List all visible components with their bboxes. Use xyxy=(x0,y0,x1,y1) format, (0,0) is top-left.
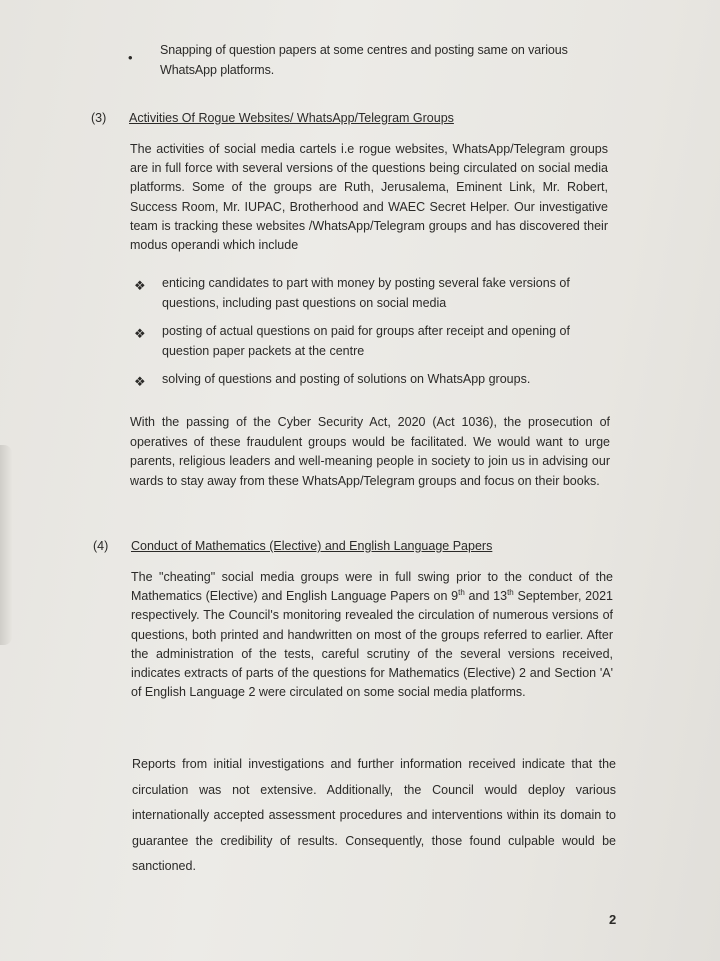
page-edge-shadow xyxy=(0,445,12,645)
section-4-heading xyxy=(93,539,613,559)
section-3-closing: With the passing of the Cyber Security Act, 2020 (Act 1036), the prosecution of operatives of these fraudulent groups would be facilitated. We would want to urge parents, religious leaders and well-meaning people in society to join us in advising our wards to stay away from these WhatsApp/Telegram groups and focus on their books. xyxy=(130,415,610,488)
page-number: 2 xyxy=(609,912,617,927)
bullet-dot-icon: • xyxy=(128,50,133,65)
section-3-bullet-3: solving of questions and posting of solutions on WhatsApp groups. xyxy=(162,372,531,386)
diamond-bullet-icon: ❖ xyxy=(134,326,146,341)
para1-text-b: and 13 xyxy=(464,589,508,604)
para1-superscript-2: th xyxy=(507,588,514,598)
para1-superscript-1: th xyxy=(458,588,465,598)
section-3-bullet-2: posting of actual questions on paid for groups after receipt and opening of question paper packets at the centre xyxy=(162,324,570,358)
section-4-title: Conduct of Mathematics (Elective) and English Language Papers xyxy=(131,539,493,553)
section-3-heading xyxy=(91,111,611,131)
para1-text-c: September, 2021 respectively. The Council's monitoring revealed the circulation of numerous versions of questions, both printed and handwritten on most of the groups referred to earlier. After the administration of the tests, careful scrutiny of the several versions received, indicates extracts of parts of the questions for Mathematics (Elective) 2 and Section 'A' of English Language 2 were circulated on some social media platforms. xyxy=(131,589,613,700)
section-4-paragraph-2: Reports from initial investigations and further information received indicate that the circulation was not extensive. Additionally, the Council would deploy various internationally accepted assessment procedures and interventions within its domain to guarantee the credibility of results. Consequently, those found culpable would be sanctioned. xyxy=(132,757,616,873)
diamond-bullet-icon: ❖ xyxy=(134,278,146,293)
section-3-title: Activities Of Rogue Websites/ WhatsApp/Telegram Groups xyxy=(129,111,454,125)
diamond-bullet-icon: ❖ xyxy=(134,374,146,389)
top-bullet-text: Snapping of question papers at some centres and posting same on various WhatsApp platforms. xyxy=(160,43,568,77)
section-3-intro: The activities of social media cartels i.e rogue websites, WhatsApp/Telegram groups are in full force with several versions of the questions being circulated on social media platforms. Some of the groups are Ruth, Jerusalema, Eminent Link, Mr. Robert, Success Room, Mr. IUPAC, Brotherhood and WAEC Secret Helper. Our investigative team is tracking these websites /WhatsApp/Telegram groups and has discovered their modus operandi which include xyxy=(130,142,608,253)
para1-text-a: The "cheating" social media groups were in full swing prior to the conduct of the Mathematics (Elective) and English Language Papers on 9 xyxy=(131,570,613,604)
section-4-paragraph-1 xyxy=(131,568,613,702)
section-3-number: (3) xyxy=(91,111,107,125)
section-3-bullet-1: enticing candidates to part with money by posting several fake versions of questions, including past questions on social media xyxy=(162,276,570,310)
section-4-number: (4) xyxy=(93,539,109,553)
